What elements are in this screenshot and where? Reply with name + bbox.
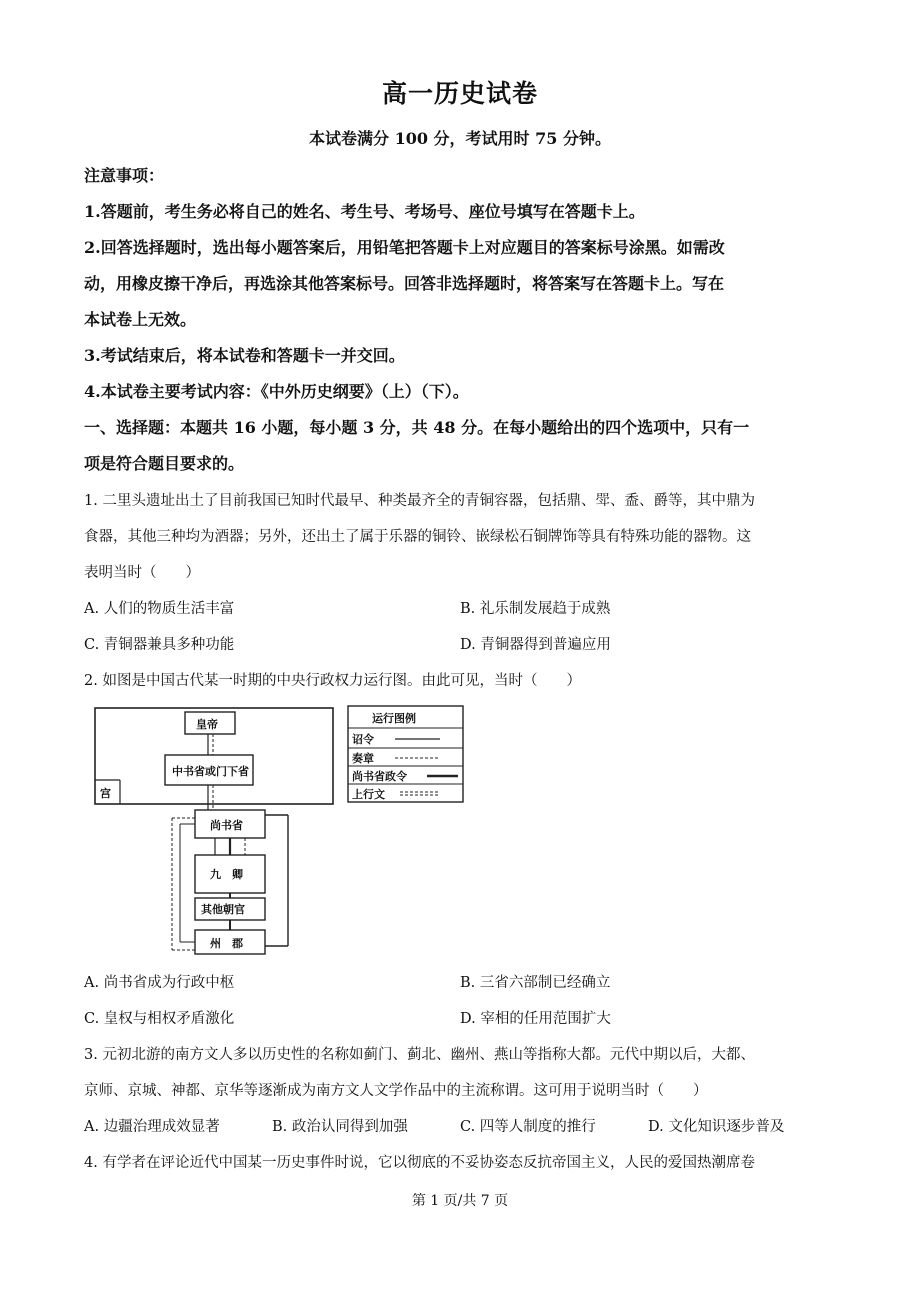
section-heading: 项是符合题目要求的。 (84, 454, 245, 473)
option-d: D. 文化知识逐步普及 (648, 1119, 785, 1135)
option-d: D. 宰相的任用范围扩大 (460, 1011, 611, 1027)
other-officials-label: 其他朝官 (201, 903, 245, 916)
legend-item: 奏章 (352, 752, 374, 765)
zhoujun-label: 州 郡 (210, 937, 243, 950)
legend-title: 运行图例 (372, 712, 416, 725)
legend-item: 尚书省政令 (352, 770, 407, 783)
section-heading: 一、选择题：本题共 16 小题，每小题 3 分，共 48 分。在每小题给出的四个选项中，只有一 (84, 418, 750, 437)
option-a: A. 边疆治理成效显著 (84, 1119, 220, 1135)
question-1-stem: 表明当时（ ） (84, 565, 200, 581)
page-footer: 第 1 页/共 7 页 (411, 1193, 509, 1209)
page-title: 高一历史试卷 (381, 79, 538, 108)
option-a: A. 人们的物质生活丰富 (84, 601, 235, 617)
notice-item: 3.考试结束后，将本试卷和答题卡一并交回。 (84, 346, 405, 365)
question-2-stem: 2. 如图是中国古代某一时期的中央行政权力运行图。由此可见，当时（ ） (84, 673, 581, 689)
question-1-stem: 1. 二里头遗址出土了目前我国已知时代最早、种类最齐全的青铜容器，包括鼎、斝、盉、爵等，其中鼎为 (84, 493, 755, 509)
legend-item: 诏令 (352, 733, 374, 746)
option-b: B. 政治认同得到加强 (272, 1119, 408, 1135)
notice-item: 1.答题前，考生务必将自己的姓名、考生号、考场号、座位号填写在答题卡上。 (84, 202, 645, 221)
palace-label: 宫 (100, 787, 111, 800)
shangshu-label: 尚书省 (210, 819, 243, 832)
option-a: A. 尚书省成为行政中枢 (84, 975, 235, 991)
power-flow-diagram (90, 700, 470, 960)
notice-item: 动，用橡皮擦干净后，再选涂其他答案标号。回答非选择题时，将答案写在答题卡上。写在 (84, 274, 725, 293)
option-d: D. 青铜器得到普遍应用 (460, 637, 611, 653)
option-b: B. 三省六部制已经确立 (460, 975, 611, 991)
question-4-stem: 4. 有学者在评论近代中国某一历史事件时说，它以彻底的不妥协姿态反抗帝国主义，人民的爱国热潮席卷 (84, 1155, 755, 1171)
notice-item: 4.本试卷主要考试内容：《中外历史纲要》（上）（下）。 (84, 382, 469, 401)
question-1-stem: 食器，其他三种均为酒器；另外，还出土了属于乐器的铜铃、嵌绿松石铜牌饰等具有特殊功能的器物。这 (84, 529, 751, 545)
question-3-stem: 3. 元初北游的南方文人多以历史性的名称如蓟门、蓟北、幽州、燕山等指称大都。元代中期以后，大都、 (84, 1047, 755, 1063)
exam-subtitle: 本试卷满分 100 分，考试用时 75 分钟。 (309, 129, 611, 148)
option-c: C. 青铜器兼具多种功能 (84, 637, 235, 653)
option-b: B. 礼乐制发展趋于成熟 (460, 601, 611, 617)
jiuqing-label: 九 卿 (210, 868, 243, 881)
option-c: C. 皇权与相权矛盾激化 (84, 1011, 235, 1027)
notice-heading: 注意事项： (84, 166, 165, 185)
legend-item: 上行文 (352, 788, 385, 801)
zhongshu-label: 中书省或门下省 (172, 765, 249, 778)
notice-item: 2.回答选择题时，选出每小题答案后，用铅笔把答题卡上对应题目的答案标号涂黑。如需改 (84, 238, 725, 257)
notice-item: 本试卷上无效。 (84, 310, 197, 329)
question-3-stem: 京师、京城、神都、京华等逐渐成为南方文人文学作品中的主流称谓。这可用于说明当时（ ） (84, 1083, 708, 1099)
emperor-label: 皇帝 (196, 718, 218, 731)
option-c: C. 四等人制度的推行 (460, 1119, 596, 1135)
